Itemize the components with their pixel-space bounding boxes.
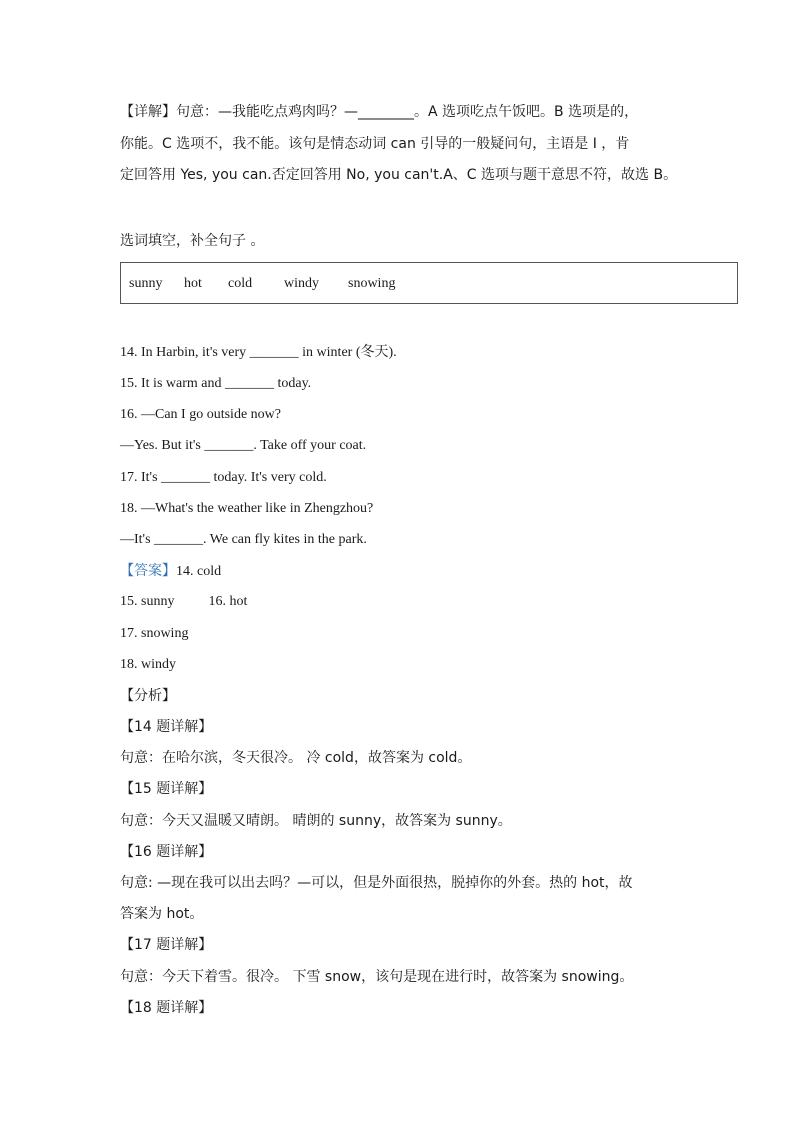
question-16: 16. —Can I go outside now? — [120, 407, 281, 422]
explanation-line-2: 你能。C 选项不，我不能。该句是情态动词 can 引导的一般疑问句，主语是 I ，肯 — [120, 136, 630, 152]
detail-18-heading: 【18 题详解】 — [120, 1000, 213, 1016]
analysis-heading: 【分析】 — [120, 688, 176, 704]
word-bank-box — [120, 262, 738, 304]
answer-16: 16. hot — [208, 594, 248, 609]
explanation-line-3: 定回答用 Yes, you can.否定回答用 No, you can't.A、C 选项与题干意思不符，故选 B。 — [120, 167, 678, 183]
answer-17: 17. snowing — [120, 626, 189, 641]
section-title: 选词填空，补全句子 。 — [120, 233, 265, 249]
detail-17-text: 句意：今天下着雪。很冷。 下雪 snow，该句是现在进行时，故答案为 snowing。 — [120, 969, 634, 985]
answer-line-2 — [120, 592, 247, 612]
answer-line-1 — [120, 561, 221, 582]
explanation-line-1: 【详解】句意：—我能吃点鸡肉吗？—________。A 选项吃点午饭吧。B 选项是的， — [120, 104, 639, 120]
question-14: 14. In Harbin, it's very _______ in winter (冬天). — [120, 345, 397, 360]
word-bank-item: sunny — [129, 276, 163, 291]
question-16-reply: —Yes. But it's _______. Take off your coat. — [120, 438, 367, 453]
detail-14-heading: 【14 题详解】 — [120, 719, 213, 735]
detail-14-text: 句意：在哈尔滨，冬天很冷。 冷 cold，故答案为 cold。 — [120, 750, 472, 766]
question-18: 18. —What's the weather like in Zhengzhou? — [120, 501, 374, 516]
answer-15: 15. sunny — [120, 594, 175, 609]
answer-14: 14. cold — [176, 564, 222, 579]
word-bank-item: hot — [184, 276, 202, 291]
answer-18: 18. windy — [120, 657, 176, 672]
detail-15-heading: 【15 题详解】 — [120, 781, 213, 797]
question-17: 17. It's _______ today. It's very cold. — [120, 470, 327, 485]
detail-16-text-2: 答案为 hot。 — [120, 906, 204, 922]
word-bank-item: cold — [228, 276, 253, 291]
question-15: 15. It is warm and _______ today. — [120, 376, 312, 391]
word-bank-item: windy — [284, 276, 319, 291]
answer-tag: 【答案】 — [120, 563, 176, 579]
detail-15-text: 句意：今天又温暖又晴朗。 晴朗的 sunny，故答案为 sunny。 — [120, 813, 512, 829]
detail-17-heading: 【17 题详解】 — [120, 937, 213, 953]
detail-16-text-1: 句意: —现在我可以出去吗？—可以，但是外面很热，脱掉你的外套。热的 hot，故 — [120, 875, 633, 891]
word-bank-item: snowing — [348, 276, 396, 291]
detail-16-heading: 【16 题详解】 — [120, 844, 213, 860]
question-18-reply: —It's _______. We can fly kites in the park. — [120, 532, 367, 547]
